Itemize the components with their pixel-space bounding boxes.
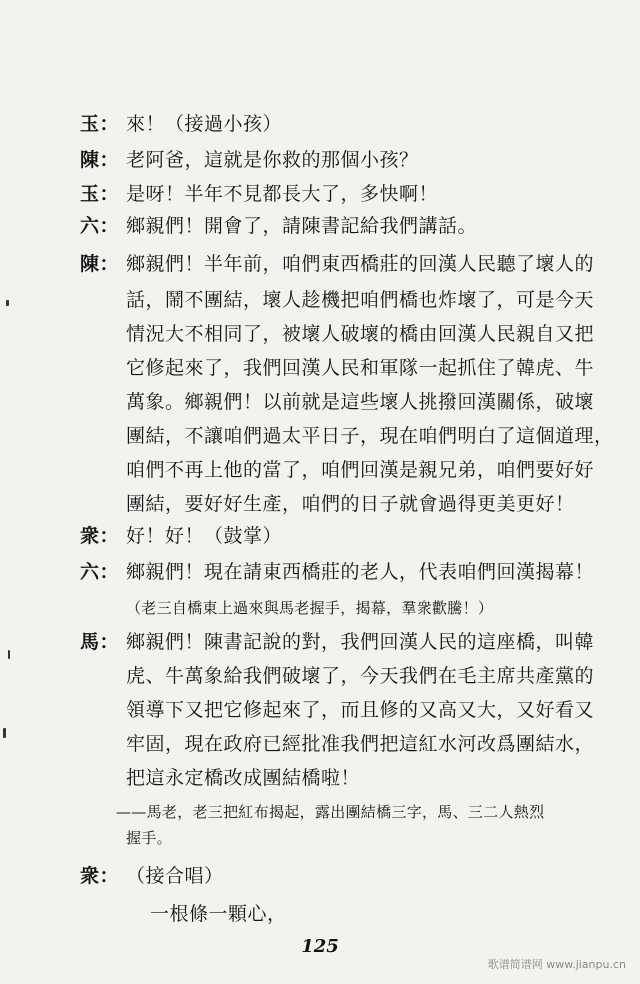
dialogue-line [80,214,610,238]
dialogue-line [80,524,610,548]
dialogue-line [80,112,610,136]
dialogue-continuation: 情況大不相同了，被壞人破壞的橋由回漢人民親自又把 [126,323,595,345]
speaker-label: 馬： [80,631,120,653]
speaker-label: 陳： [80,149,120,171]
dialogue-text: 鄉親們！半年前，咱們東西橋莊的回漢人民聽了壞人的 [126,253,595,275]
dialogue-continuation: 咱們不再上他的當了，咱們回漢是親兄弟，咱們要好好 [126,459,595,481]
dialogue-text: 好！好！（鼓掌） [126,525,283,547]
dialogue-text: （接合唱） [126,865,224,887]
dialogue-text: 鄉親們！開會了，請陳書記給我們講話。 [126,215,478,237]
dialogue-line [80,252,610,276]
stage-direction: （老三自橋東上過來與馬老握手，揭幕，羣衆歡騰！） [126,599,494,617]
dialogue-line [80,864,610,888]
stage-direction: ——馬老，老三把紅布揭起，露出團結橋三字，馬、三二人熱烈 [116,803,545,821]
speaker-label: 玉： [80,183,120,205]
dialogue-text: 來！（接過小孩） [126,113,283,135]
speaker-label: 玉： [80,113,120,135]
dialogue-text: 鄉親們！陳書記說的對，我們回漢人民的這座橋，叫韓 [126,631,595,653]
speaker-label: 六： [80,561,120,583]
dialogue-line [80,630,610,654]
dialogue-continuation: 話，鬧不團結，壞人趁機把咱們橋也炸壞了，可是今天 [126,289,595,311]
dialogue-continuation: 它修起來了，我們回漢人民和軍隊一起抓住了韓虎、牛 [126,357,595,379]
dialogue-continuation: 團結，要好好生產，咱們的日子就會過得更美更好！ [126,493,575,515]
dialogue-text: 鄉親們！現在請東西橋莊的老人，代表咱們回漢揭幕！ [126,561,595,583]
dialogue-continuation: 萬象。鄉親們！以前就是這些壞人挑撥回漢關係，破壞 [126,391,595,413]
speaker-label: 衆： [80,865,120,887]
dialogue-continuation: 把這永定橋改成團結橋啦！ [126,767,361,789]
speaker-label: 六： [80,215,120,237]
scan-speck [6,300,9,306]
song-lyric: 一根條一顆心， [150,903,287,925]
dialogue-line [80,182,610,206]
dialogue-line [80,560,610,584]
page-number: 125 [301,936,339,957]
speaker-label: 陳： [80,253,120,275]
dialogue-text: 老阿爸，這就是你救的那個小孩？ [126,149,419,171]
dialogue-continuation: 虎、牛萬象給我們破壞了，今天我們在毛主席共產黨的 [126,665,595,687]
watermark: 歌谱简谱网 www.jianpu.cn [487,958,626,971]
dialogue-continuation: 團結，不讓咱們過太平日子，現在咱們明白了這個道理， [126,425,614,447]
dialogue-continuation: 牢固，現在政府已經批准我們把這紅水河改爲團結水， [126,733,595,755]
scan-speck [8,650,10,659]
speaker-label: 衆： [80,525,120,547]
dialogue-line [80,148,610,172]
scan-speck [3,728,6,738]
dialogue-continuation: 領導下又把它修起來了，而且修的又高又大，又好看又 [126,699,595,721]
dialogue-text: 是呀！半年不見都長大了，多快啊！ [126,183,439,205]
stage-direction: 握手。 [126,829,172,847]
